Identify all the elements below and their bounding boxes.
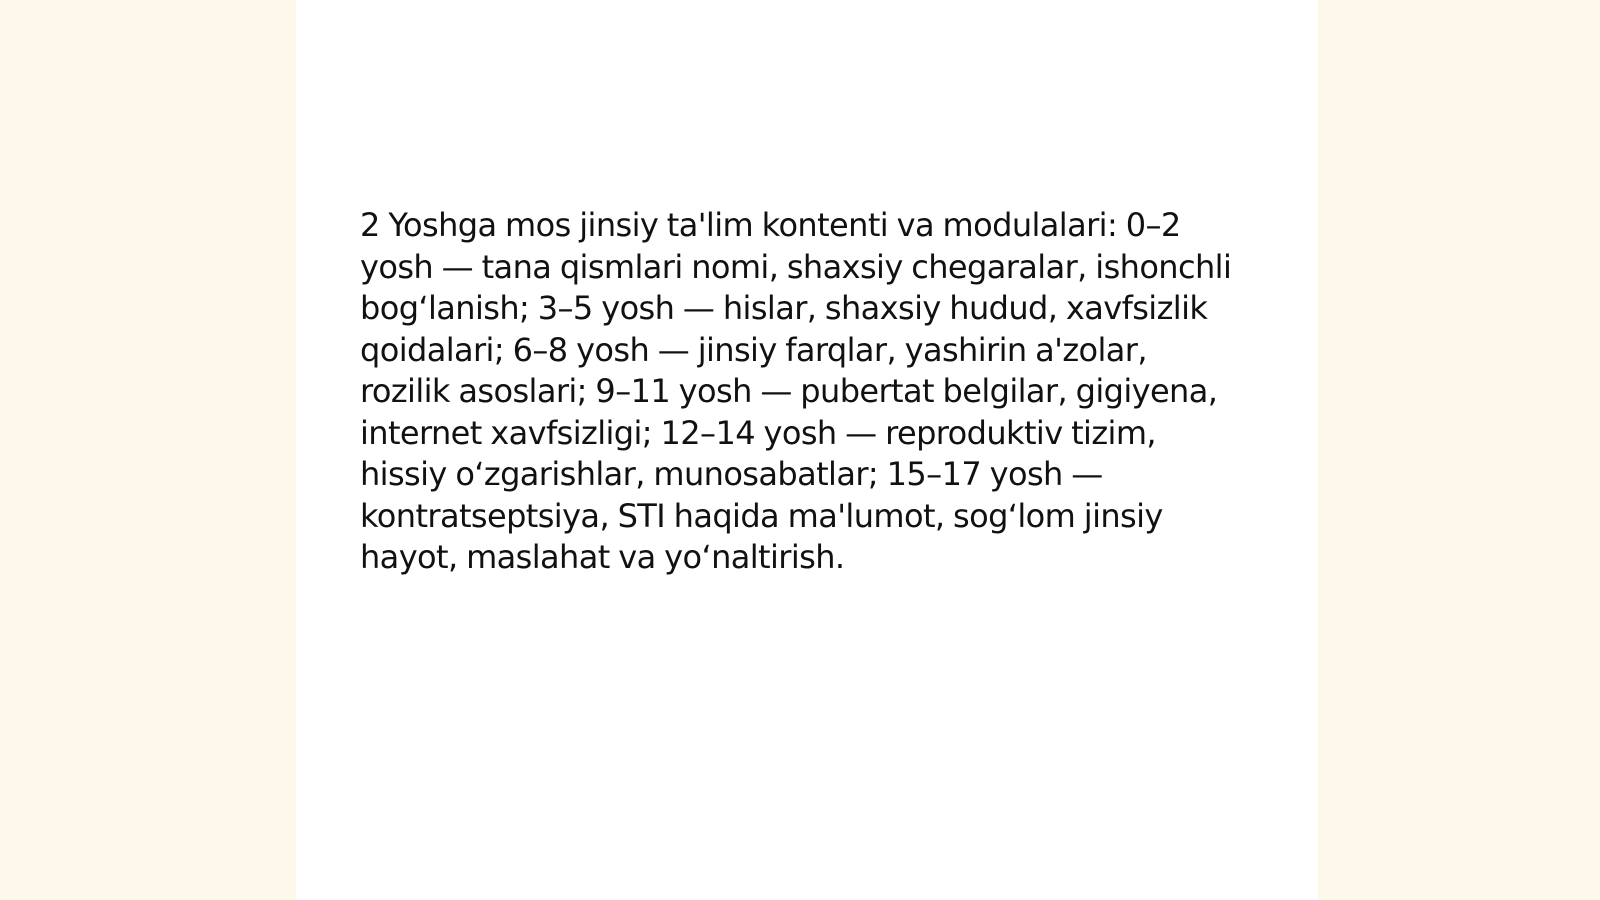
document-page <box>296 0 1318 900</box>
body-paragraph: 2 Yoshga mos jinsiy ta'lim kontenti va modulalari: 0–2 yosh — tana qismlari nomi, shaxsiy chegaralar, ishonchli bog‘lanish; 3–5 yosh — hislar, shaxsiy hudud, xavfsizlik qoidalari; 6–8 yosh — jinsiy farqlar, yashirin a'zolar, rozilik asoslari; 9–11 yosh — pubertat belgilar, gigiyena, internet xavfsizligi; 12–14 yosh — reproduktiv tizim, hissiy o‘zgarishlar, munosabatlar; 15–17 yosh — kontratseptsiya, STI haqida ma'lumot, sog‘lom jinsiy hayot, maslahat va yo‘naltirish. <box>360 206 1232 576</box>
